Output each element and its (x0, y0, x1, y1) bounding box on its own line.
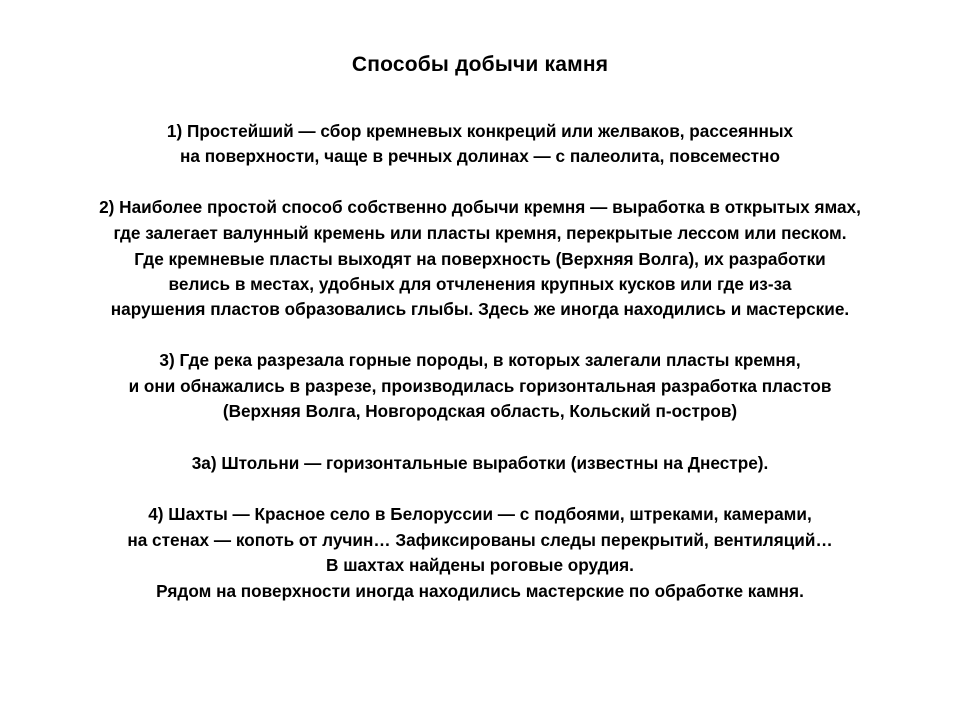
paragraph-line: 2) Наиболее простой способ собственно добычи кремня — выработка в открытых ямах, (99, 197, 861, 217)
paragraph-line: нарушения пластов образовались глыбы. Здесь же иногда находились и мастерские. (110, 299, 850, 319)
paragraph-line: и они обнажались в разрезе, производилась горизонтальная разработка пластов (128, 376, 832, 396)
slide-title: Способы добычи камня (351, 53, 609, 76)
paragraph-line: на поверхности, чаще в речных долинах — с палеолита, повсеместно (180, 146, 780, 166)
paragraph-line: велись в местах, удобных для отчленения крупных кусков или где из-за (168, 274, 792, 294)
paragraph-line: где залегает валунный кремень или пласты кремня, перекрытые лессом или песком. (113, 223, 847, 243)
paragraph-line: 3) Где река разрезала горные породы, в которых залегали пласты кремня, (159, 350, 801, 370)
paragraph-line: В шахтах найдены роговые орудия. (326, 555, 634, 575)
paragraph-line: Где кремневые пласты выходят на поверхность (Верхняя Волга), их разработки (134, 249, 826, 269)
paragraph-line: (Верхняя Волга, Новгородская область, Кольский п-остров) (222, 401, 738, 421)
paragraph-line: 3а) Штольни — горизонтальные выработки (известны на Днестре). (191, 453, 769, 473)
paragraph-line: 4) Шахты — Красное село в Белоруссии — с подбоями, штреками, камерами, (148, 504, 812, 524)
paragraph-line: 1) Простейший — сбор кремневых конкреций или желваков, рассеянных (166, 121, 794, 141)
paragraph-line: Рядом на поверхности иногда находились мастерские по обработке камня. (156, 581, 804, 601)
paragraph-line: на стенах — копоть от лучин… Зафиксированы следы перекрытий, вентиляций… (127, 530, 833, 550)
